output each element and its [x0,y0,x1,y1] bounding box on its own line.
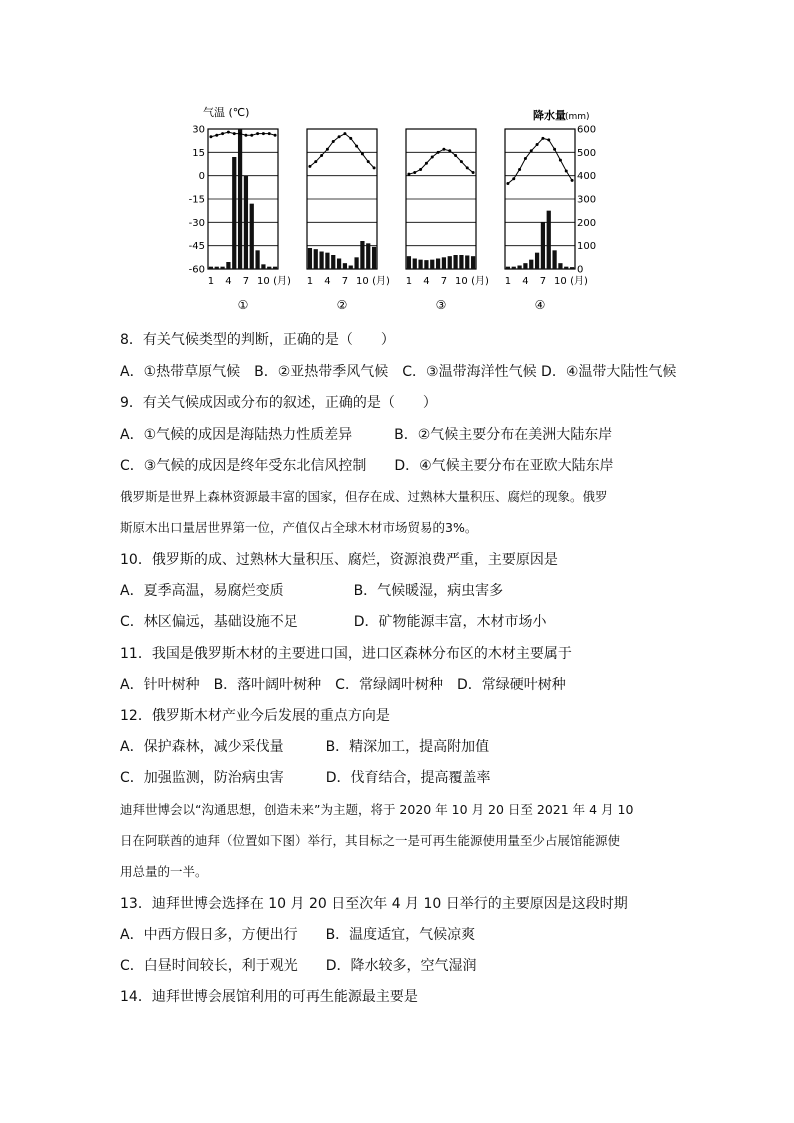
precipitation-bar [517,266,521,270]
temperature-point [407,173,410,176]
panel-label: ① [237,298,249,312]
precipitation-bar [226,262,230,269]
temperature-line [310,134,374,168]
precipitation-bar [273,267,277,269]
q9-options-ab: A．①气候的成因是海陆热力性质差异 B．②气候主要分布在美洲大陆东岸 [120,427,613,443]
precipitation-bar [541,222,545,269]
precipitation-bar [314,249,318,269]
temperature-point [250,134,253,137]
precipitation-bar [209,267,213,269]
temperature-tick-label: 30 [192,124,205,136]
precipitation-bar [308,248,312,269]
precipitation-tick-label: 600 [577,124,597,136]
precipitation-bar [366,243,370,269]
precipitation-bar [413,259,417,270]
temperature-point [239,132,242,135]
month-tick-label: 1 [504,276,512,287]
precipitation-bar [453,255,457,269]
temperature-point [244,134,247,137]
q8-stem: 8．有关气候类型的判断，正确的是（ ） [120,332,395,348]
temperature-point [256,132,259,135]
precipitation-bar [238,129,242,269]
temperature-point [221,132,224,135]
precipitation-bar [535,253,539,269]
precipitation-bar [337,259,341,270]
temperature-tick-label: -15 [188,194,205,206]
precipitation-bar [448,256,452,269]
temperature-point [541,137,544,140]
month-tick-label: 4 [324,276,331,287]
temperature-tick-label: -45 [188,241,205,253]
q12-stem: 12．俄罗斯木材产业今后发展的重点方向是 [120,708,390,724]
dubai-passage-line2: 日在阿联酋的迪拜（位置如下图）举行，其目标之一是可再生能源使用量至少占展馆能源使 [120,833,621,848]
precipitation-bar [547,211,551,269]
precipitation-bar [343,263,347,269]
precipitation-bar [325,253,329,269]
temperature-point [326,148,329,151]
temperature-line [409,149,473,174]
precipitation-bar [250,204,254,269]
temperature-line [211,132,275,137]
month-tick-label: 1 [405,276,413,287]
temperature-point [373,166,376,169]
precipitation-bar [442,257,446,269]
month-tick-label: 1 [207,276,215,287]
precipitation-bar [372,247,376,269]
precipitation-bar [267,267,271,269]
temperature-point [437,151,440,154]
climate-chart-panel [406,129,489,312]
month-tick-label: 7 [440,276,448,287]
month-tick-label: 10 [554,276,567,287]
temperature-point [320,154,323,157]
month-tick-label: 10 [356,276,369,287]
precipitation-bar [244,176,248,269]
temperature-point [431,156,434,159]
month-tick-label: 1 [306,276,314,287]
temperature-point [268,132,271,135]
temperature-point [355,145,358,148]
precipitation-bar [465,255,469,269]
temperature-point [367,160,370,163]
precipitation-axis-title: 降水量 [533,109,566,122]
temperature-point [338,135,341,138]
temperature-tick-label: -60 [188,264,205,276]
climate-charts-figure [188,104,597,319]
panel-label: ② [336,298,348,312]
precipitation-bar [360,241,364,269]
temperature-point [332,140,335,143]
temperature-point [442,148,445,151]
temperature-tick-label: 15 [192,147,205,159]
temperature-point [448,149,451,152]
q8-options: A．①热带草原气候 B．②亚热带季风气候 C．③温带海洋性气候 D．④温带大陆性气候 [120,364,677,380]
climate-chart-panel [505,129,588,312]
dubai-passage-line3: 用总量的一半。 [120,864,208,879]
temperature-point [413,171,416,174]
q13-options-cd: C．白昼时间较长，利于观光 D．降水较多，空气湿润 [120,958,477,974]
precipitation-bar [319,252,323,270]
temperature-axis-ticks [189,125,205,276]
precipitation-axis-unit: (mm) [565,112,590,122]
precipitation-bar [558,263,562,269]
climate-chart-panel [307,129,390,312]
q10-options-cd: C．林区偏远，基础设施不足 D．矿物能源丰富，木材市场小 [120,614,547,630]
precipitation-tick-label: 200 [577,217,597,229]
temperature-point [547,138,550,141]
q12-options-ab: A．保护森林，减少采伐量 B．精深加工，提高附加值 [120,739,490,755]
q10-stem: 10．俄罗斯的成、过熟林大量积压、腐烂，资源浪费严重，主要原因是 [120,552,558,568]
precipitation-tick-label: 400 [577,171,597,183]
temperature-point [536,143,539,146]
precipitation-bar [354,257,358,269]
month-unit-label: (月) [273,276,291,287]
temperature-tick-label: 0 [198,171,205,183]
month-tick-label: 4 [225,276,232,287]
precipitation-bar [564,267,568,269]
precipitation-axis-ticks [577,125,596,276]
temperature-point [233,132,236,135]
precipitation-tick-label: 100 [577,241,597,253]
month-unit-label: (月) [372,276,390,287]
month-tick-label: 10 [455,276,468,287]
climate-charts-svg [188,104,597,319]
precipitation-bar [436,259,440,270]
temperature-point [262,132,265,135]
temperature-point [343,132,346,135]
q9-stem: 9．有关气候成因或分布的叙述，正确的是（ ） [120,395,437,411]
temperature-line [508,138,572,183]
precipitation-bar [430,260,434,269]
precipitation-bar [552,250,556,269]
temperature-point [466,166,469,169]
temperature-point [454,154,457,157]
q12-options-cd: C．加强监测，防治病虫害 D．伐育结合，提高覆盖率 [120,770,491,786]
month-unit-label: (月) [570,276,588,287]
temperature-point [472,171,475,174]
panel-label: ③ [435,298,447,312]
precipitation-tick-label: 300 [577,194,597,206]
precipitation-tick-label: 0 [577,264,584,276]
month-tick-label: 10 [257,276,270,287]
temperature-point [227,131,230,134]
q13-options-ab: A．中西方假日多，方便出行 B．温度适宜，气候凉爽 [120,927,476,943]
precipitation-bar [424,260,428,269]
q11-stem: 11．我国是俄罗斯木材的主要进口国，进口区森林分布区的木材主要属于 [120,646,572,662]
temperature-point [314,160,317,163]
panel-label: ④ [534,298,546,312]
temperature-point [460,160,463,163]
month-tick-label: 4 [423,276,430,287]
temperature-point [559,159,562,162]
q11-options: A．针叶树种 B．落叶阔叶树种 C．常绿阔叶树种 D．常绿硬叶树种 [120,677,566,693]
q10-options-ab: A．夏季高温，易腐烂变质 B．气候暖湿，病虫害多 [120,583,504,599]
month-tick-label: 7 [242,276,250,287]
russia-passage-line1: 俄罗斯是世界上森林资源最丰富的国家，但存在成、过熟林大量积压、腐烂的现象。俄罗 [120,489,608,504]
month-tick-label: 7 [539,276,547,287]
q14-stem: 14．迪拜世博会展馆利用的可再生能源最主要是 [120,989,418,1005]
temperature-point [524,157,527,160]
temperature-axis-title: 气温 (℃) [203,106,250,119]
temperature-point [349,137,352,140]
temperature-point [419,168,422,171]
temperature-tick-label: -30 [188,217,205,229]
dubai-passage-line1: 迪拜世博会以“沟通思想，创造未来”为主题，将于 2020 年 10 月 20 日至 2021 年 4 月 10 [120,802,634,817]
temperature-point [361,152,364,155]
precipitation-bar [471,256,475,269]
q9-options-cd: C．③气候的成因是终年受东北信风控制 D．④气候主要分布在亚欧大陆东岸 [120,458,614,474]
climate-chart-panel [208,129,291,312]
temperature-point [274,134,277,137]
temperature-point [530,149,533,152]
month-tick-label: 7 [341,276,349,287]
precipitation-bar [512,267,516,269]
q13-stem: 13．迪拜世博会选择在 10 月 20 日至次年 4 月 10 日举行的主要原因是这段时期 [120,896,628,912]
precipitation-bar [506,267,510,269]
temperature-point [425,162,428,165]
month-tick-label: 4 [522,276,529,287]
temperature-point [512,177,515,180]
precipitation-bar [232,157,236,269]
precipitation-bar [261,264,265,269]
temperature-point [571,179,574,182]
temperature-point [308,165,311,168]
precipitation-bar [349,266,353,270]
temperature-point [506,182,509,185]
precipitation-bar [523,263,527,269]
chart-panels [208,129,588,312]
russia-passage-line2: 斯原木出口量居世界第一位，产值仅占全球木材市场贸易的3%。 [120,520,478,535]
precipitation-bar [407,256,411,269]
precipitation-bar [459,255,463,269]
temperature-point [565,170,568,173]
precipitation-tick-label: 500 [577,147,597,159]
month-unit-label: (月) [471,276,489,287]
temperature-point [553,148,556,151]
precipitation-bar [215,267,219,269]
precipitation-bar [570,267,574,269]
precipitation-bar [418,260,422,269]
temperature-point [209,135,212,138]
precipitation-bar [255,250,259,269]
temperature-point [215,134,218,137]
temperature-point [518,168,521,171]
precipitation-bar [331,255,335,269]
precipitation-bar [529,260,533,269]
precipitation-bar [220,267,224,269]
